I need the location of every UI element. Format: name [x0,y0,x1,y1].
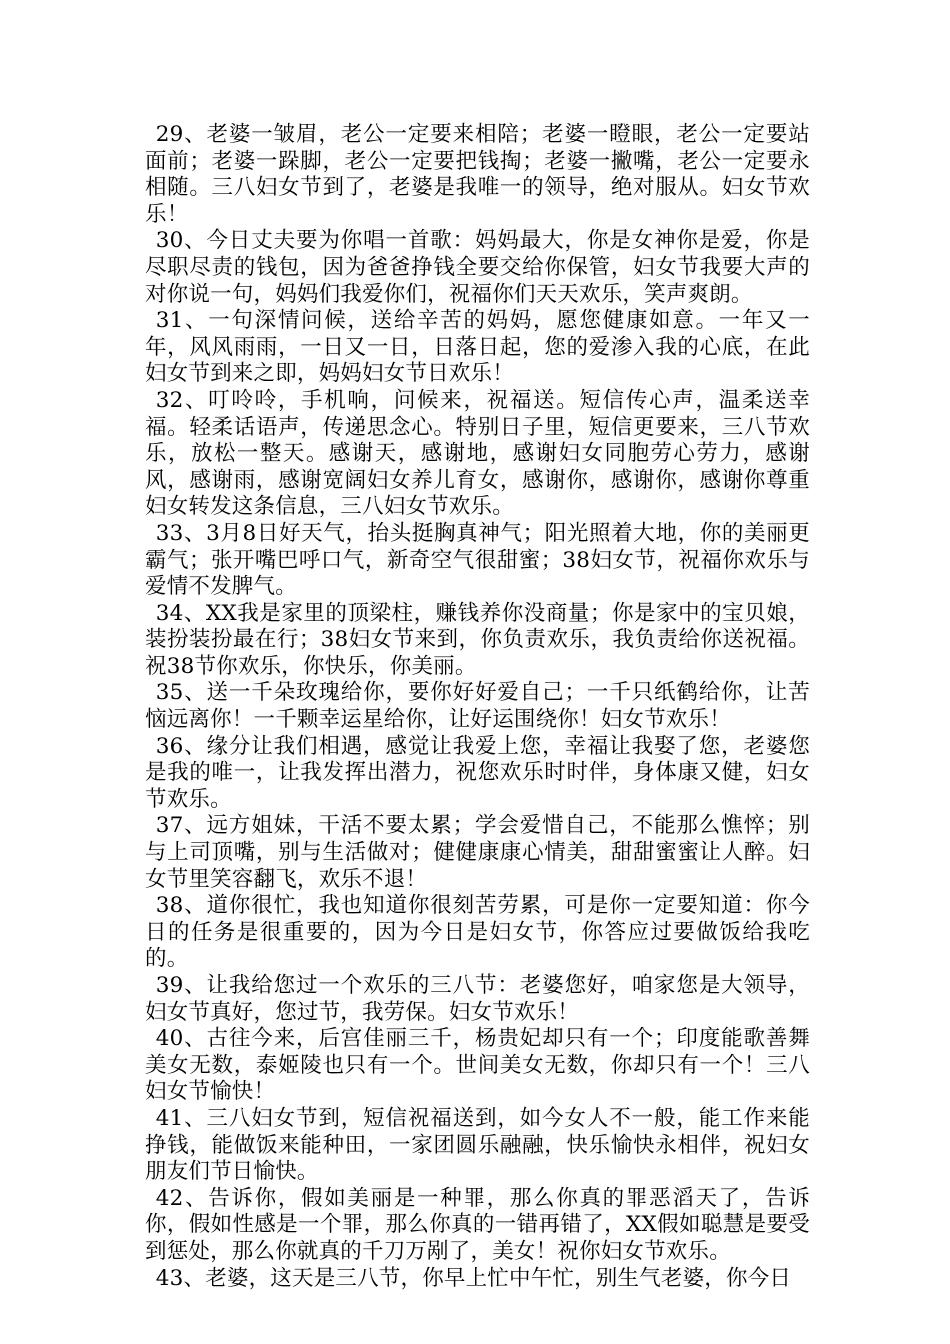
paragraph-33: 33、3月8日好天气，抬头挺胸真神气；阳光照着大地，你的美丽更霸气；张开嘴巴呼口气，新奇空气很甜蜜；38妇女节，祝福你欢乐与爱情不发脾气。 [145,520,810,600]
paragraph-36: 36、缘分让我们相遇，感觉让我爱上您，幸福让我娶了您，老婆您是我的唯一，让我发挥出潜力，祝您欢乐时时伴，身体康又健，妇女节欢乐。 [145,733,810,812]
paragraph-42: 42、告诉你，假如美丽是一种罪，那么你真的罪恶滔天了，告诉你，假如性感是一个罪，那么你真的一错再错了，XX假如聪慧是要受到惩处，那么你就真的千刀万剐了，美女！祝你妇女节欢乐。 [145,1185,810,1264]
paragraph-35: 35、送一千朵玫瑰给你，要你好好爱自己；一千只纸鹤给你，让苦恼远离你！一千颗幸运星给你，让好运围绕你！妇女节欢乐！ [145,680,810,733]
paragraph-40: 40、古往今来，后宫佳丽三千，杨贵妃却只有一个；印度能歌善舞美女无数，泰姬陵也只有一个。世间美女无数，你却只有一个！三八妇女节愉快！ [145,1026,810,1105]
paragraph-39: 39、让我给您过一个欢乐的三八节：老婆您好，咱家您是大领导，妇女节真好，您过节，我劳保。妇女节欢乐！ [145,973,810,1025]
document-body [145,122,810,1292]
paragraph-43: 43、老婆，这天是三八节，你早上忙中午忙，别生气老婆，你今日 [155,1265,792,1291]
paragraph-32: 32、叮呤呤，手机响，问候来，祝福送。短信传心声，温柔送幸福。轻柔话语声，传递思念心。特别日子里，短信更要来，三八节欢乐，放松一整天。感谢天，感谢地，感谢妇女同胞劳心劳力，感谢风，感谢雨，感谢宽阔妇女养儿育女，感谢你，感谢你，感谢你尊重妇女转发这条信息，三八妇女节欢乐。 [145,387,810,520]
paragraph-34: 34、XX我是家里的顶梁柱，赚钱养你没商量；你是家中的宝贝娘，装扮装扮最在行；38妇女节来到，你负责欢乐，我负责给你送祝福。祝38节你欢乐，你快乐，你美丽。 [145,600,810,679]
paragraph-31: 31、一句深情问候，送给辛苦的妈妈，愿您健康如意。一年又一年，风风雨雨，一日又一日，日落日起，您的爱渗入我的心底，在此妇女节到来之即，妈妈妇女节日欢乐！ [145,308,810,387]
paragraph-38: 38、道你很忙，我也知道你很刻苦劳累，可是你一定要知道：你今日的任务是很重要的，因为今日是妇女节，你答应过要做饭给我吃的。 [145,893,810,972]
paragraph-41: 41、三八妇女节到，短信祝福送到，如今女人不一般，能工作来能挣钱，能做饭来能种田，一家团圆乐融融，快乐愉快永相伴，祝妇女朋友们节日愉快。 [145,1105,810,1185]
paragraph-30: 30、今日丈夫要为你唱一首歌：妈妈最大，你是女神你是爱，你是尽职尽责的钱包，因为爸爸挣钱全要交给你保管，妇女节我要大声的对你说一句，妈妈们我爱你们，祝福你们天天欢乐，笑声爽朗。 [145,228,810,307]
paragraph-29: 29、老婆一皱眉，老公一定要来相陪；老婆一瞪眼，老公一定要站面前；老婆一跺脚，老公一定要把钱掏；老婆一撇嘴，老公一定要永相随。三八妇女节到了，老婆是我唯一的领导，绝对服从。妇女节欢乐！ [145,122,810,227]
paragraph-37: 37、远方姐妹，干活不要太累；学会爱惜自己，不能那么憔悴；别与上司顶嘴，别与生活做对；健健康康心情美，甜甜蜜蜜让人醉。妇女节里笑容翻飞，欢乐不退！ [145,813,810,892]
